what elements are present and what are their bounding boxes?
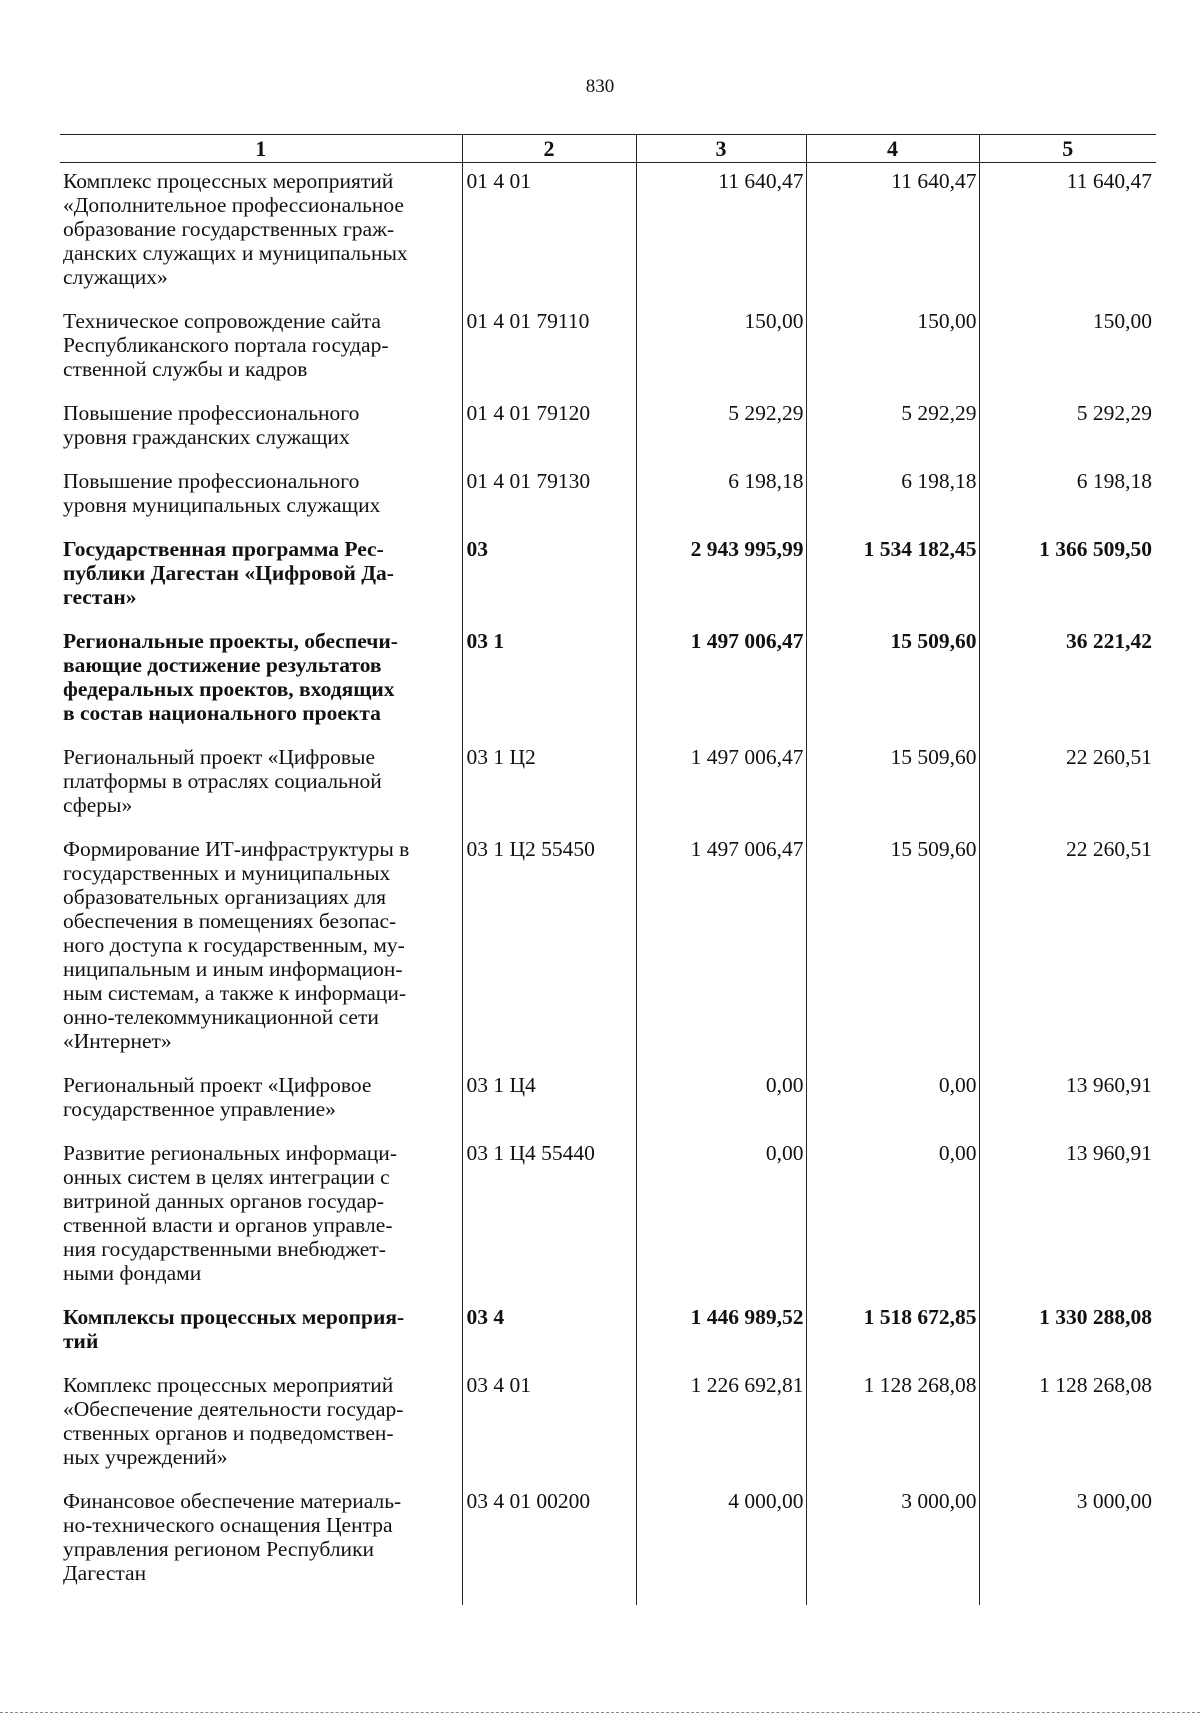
row-value-col3: 5 292,29 <box>636 401 806 469</box>
row-code-cell: 01 4 01 79110 <box>462 309 636 401</box>
page-number: 830 <box>585 76 615 97</box>
header-col-1: 1 <box>60 135 462 163</box>
table-row <box>60 537 1156 629</box>
row-value-col3: 0,00 <box>636 1073 806 1141</box>
row-value-col3: 1 497 006,47 <box>636 745 806 837</box>
table-body <box>60 163 1156 1606</box>
row-value-col3: 1 497 006,47 <box>636 629 806 745</box>
row-name-cell: Региональный проект «Цифровые платформы в отраслях социальной сферы» <box>63 745 382 817</box>
row-value-col5: 36 221,42 <box>979 629 1156 745</box>
row-value-col3: 6 198,18 <box>636 469 806 537</box>
row-name-cell: Региональный проект «Цифровое государственное управление» <box>63 1073 372 1121</box>
header-col-3: 3 <box>636 135 806 163</box>
row-code-cell: 01 4 01 79130 <box>462 469 636 537</box>
row-code-cell: 03 1 Ц2 55450 <box>462 837 636 1073</box>
row-value-col5: 6 198,18 <box>979 469 1156 537</box>
row-name-cell: Развитие региональных информаци- онных систем в целях интеграции с витриной данных органов государ- ственной власти и органов управле- ния государственными внебюджет- ными фондами <box>63 1141 397 1285</box>
row-code-cell: 03 1 Ц2 <box>462 745 636 837</box>
header-col-5: 5 <box>979 135 1156 163</box>
row-name-cell: Государственная программа Рес- публики Дагестан «Цифровой Да- гестан» <box>63 537 394 609</box>
row-value-col3: 2 943 995,99 <box>636 537 806 629</box>
row-value-col5: 1 128 268,08 <box>979 1373 1156 1489</box>
row-code-cell: 01 4 01 <box>462 163 636 310</box>
row-value-col5: 13 960,91 <box>979 1141 1156 1305</box>
row-value-col5: 150,00 <box>979 309 1156 401</box>
header-col-2: 2 <box>462 135 636 163</box>
table-row <box>60 309 1156 401</box>
bottom-edge-rule <box>0 1712 1200 1713</box>
header-col-4: 4 <box>806 135 979 163</box>
budget-table <box>60 134 1156 1605</box>
table-row <box>60 1373 1156 1489</box>
row-name-cell: Комплекс процессных мероприятий «Дополнительное профессиональное образование государственных граж- данских служащих и муниципальных служащих» <box>63 169 408 289</box>
row-value-col4: 11 640,47 <box>806 163 979 310</box>
row-value-col4: 150,00 <box>806 309 979 401</box>
table-row <box>60 1489 1156 1605</box>
row-value-col4: 1 534 182,45 <box>806 537 979 629</box>
row-value-col4: 0,00 <box>806 1073 979 1141</box>
table-row <box>60 1305 1156 1373</box>
table-row <box>60 1073 1156 1141</box>
table-row <box>60 401 1156 469</box>
table-row <box>60 837 1156 1073</box>
row-value-col5: 1 366 509,50 <box>979 537 1156 629</box>
row-value-col5: 13 960,91 <box>979 1073 1156 1141</box>
row-value-col3: 1 226 692,81 <box>636 1373 806 1489</box>
row-value-col4: 15 509,60 <box>806 745 979 837</box>
row-value-col3: 150,00 <box>636 309 806 401</box>
row-name-cell: Комплекс процессных мероприятий «Обеспечение деятельности государ- ственных органов и подведомствен- ных учреждений» <box>63 1373 404 1469</box>
row-value-col4: 1 128 268,08 <box>806 1373 979 1489</box>
row-value-col4: 5 292,29 <box>806 401 979 469</box>
row-value-col3: 4 000,00 <box>636 1489 806 1605</box>
row-value-col4: 0,00 <box>806 1141 979 1305</box>
row-value-col4: 15 509,60 <box>806 629 979 745</box>
row-code-cell: 03 4 <box>462 1305 636 1373</box>
row-name-cell: Техническое сопровождение сайта Республиканского портала государ- ственной службы и кадров <box>63 309 389 381</box>
row-name-cell: Комплексы процессных мероприя- тий <box>63 1305 405 1353</box>
row-value-col4: 3 000,00 <box>806 1489 979 1605</box>
row-code-cell: 03 <box>462 537 636 629</box>
row-value-col5: 22 260,51 <box>979 837 1156 1073</box>
row-value-col5: 1 330 288,08 <box>979 1305 1156 1373</box>
row-name-cell: Формирование ИТ-инфраструктуры в государственных и муниципальных образовательных организациях для обеспечения в помещениях безопас- ного доступа к государственным, му- ниципальным и иным информацион- ным системам, а также к информаци- онно-телекоммуникационной сети «Интернет» <box>63 837 410 1053</box>
row-value-col3: 1 497 006,47 <box>636 837 806 1073</box>
table-row <box>60 629 1156 745</box>
row-code-cell: 03 4 01 00200 <box>462 1489 636 1605</box>
row-code-cell: 03 1 Ц4 55440 <box>462 1141 636 1305</box>
table-row <box>60 745 1156 837</box>
row-value-col5: 5 292,29 <box>979 401 1156 469</box>
row-name-cell: Повышение профессионального уровня муниципальных служащих <box>63 469 381 517</box>
row-name-cell: Региональные проекты, обеспечи- вающие достижение результатов федеральных проектов, входящих в состав национального проекта <box>63 629 398 725</box>
table-row <box>60 469 1156 537</box>
row-value-col4: 15 509,60 <box>806 837 979 1073</box>
row-value-col3: 11 640,47 <box>636 163 806 310</box>
table-row <box>60 1141 1156 1305</box>
row-code-cell: 03 1 <box>462 629 636 745</box>
row-name-cell: Повышение профессионального уровня гражданских служащих <box>63 401 360 449</box>
row-value-col3: 1 446 989,52 <box>636 1305 806 1373</box>
row-code-cell: 01 4 01 79120 <box>462 401 636 469</box>
row-code-cell: 03 4 01 <box>462 1373 636 1489</box>
row-value-col4: 1 518 672,85 <box>806 1305 979 1373</box>
row-value-col3: 0,00 <box>636 1141 806 1305</box>
row-code-cell: 03 1 Ц4 <box>462 1073 636 1141</box>
row-name-cell: Финансовое обеспечение материаль- но-технического оснащения Центра управления регионом Республики Дагестан <box>63 1489 402 1585</box>
table-header-row <box>60 135 1156 163</box>
table-row <box>60 163 1156 310</box>
row-value-col4: 6 198,18 <box>806 469 979 537</box>
row-value-col5: 22 260,51 <box>979 745 1156 837</box>
row-value-col5: 11 640,47 <box>979 163 1156 310</box>
row-value-col5: 3 000,00 <box>979 1489 1156 1605</box>
